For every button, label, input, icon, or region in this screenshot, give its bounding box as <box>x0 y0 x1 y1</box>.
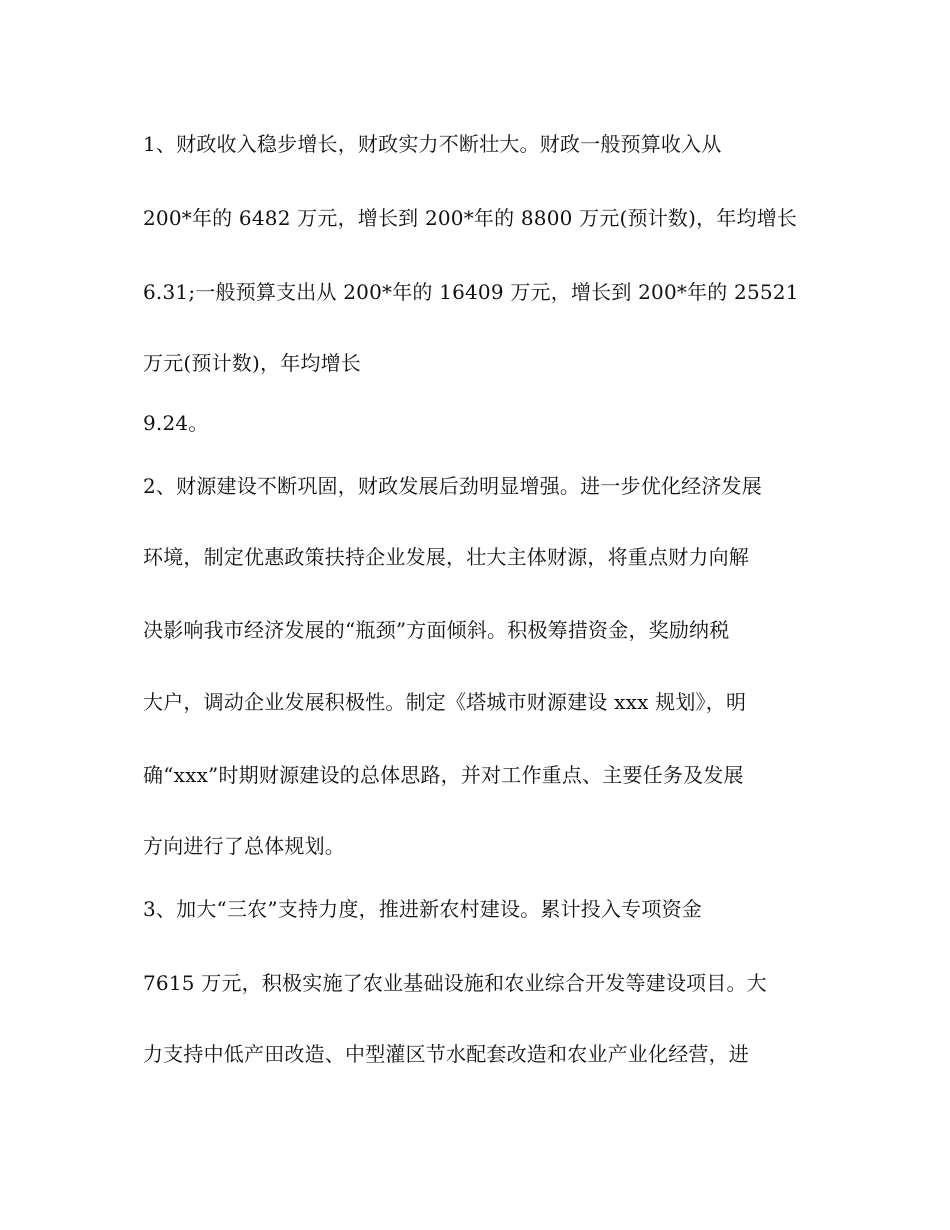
text-line: 大户，调动企业发展积极性。制定《塔城市财源建设 xxx 规划》，明 <box>143 690 747 714</box>
text-line: 2、财源建设不断巩固，财政发展后劲明显增强。进一步优化经济发展 <box>143 474 762 498</box>
text-line: 决影响我市经济发展的“瓶颈”方面倾斜。积极筹措资金，奖励纳税 <box>143 618 730 642</box>
text-line: 3、加大“三农”支持力度，推进新农村建设。累计投入专项资金 <box>143 897 702 921</box>
text-line: 9.24。 <box>143 411 209 435</box>
text-line: 6.31;一般预算支出从 200*年的 16409 万元，增长到 200*年的 25521 <box>143 280 799 304</box>
text-line: 1、财政收入稳步增长，财政实力不断壮大。财政一般预算收入从 <box>143 132 722 156</box>
text-line: 万元(预计数)，年均增长 <box>143 351 362 375</box>
text-line: 力支持中低产田改造、中型灌区节水配套改造和农业产业化经营，进 <box>143 1042 749 1066</box>
text-line: 200*年的 6482 万元，增长到 200*年的 8800 万元(预计数)，年均增长 <box>143 206 798 230</box>
text-line: 方向进行了总体规划。 <box>143 834 345 858</box>
text-line: 7615 万元，积极实施了农业基础设施和农业综合开发等建设项目。大 <box>143 971 767 995</box>
text-line: 确“xxx”时期财源建设的总体思路，并对工作重点、主要任务及发展 <box>143 763 744 787</box>
text-line: 环境，制定优惠政策扶持企业发展，壮大主体财源，将重点财力向解 <box>143 545 749 569</box>
